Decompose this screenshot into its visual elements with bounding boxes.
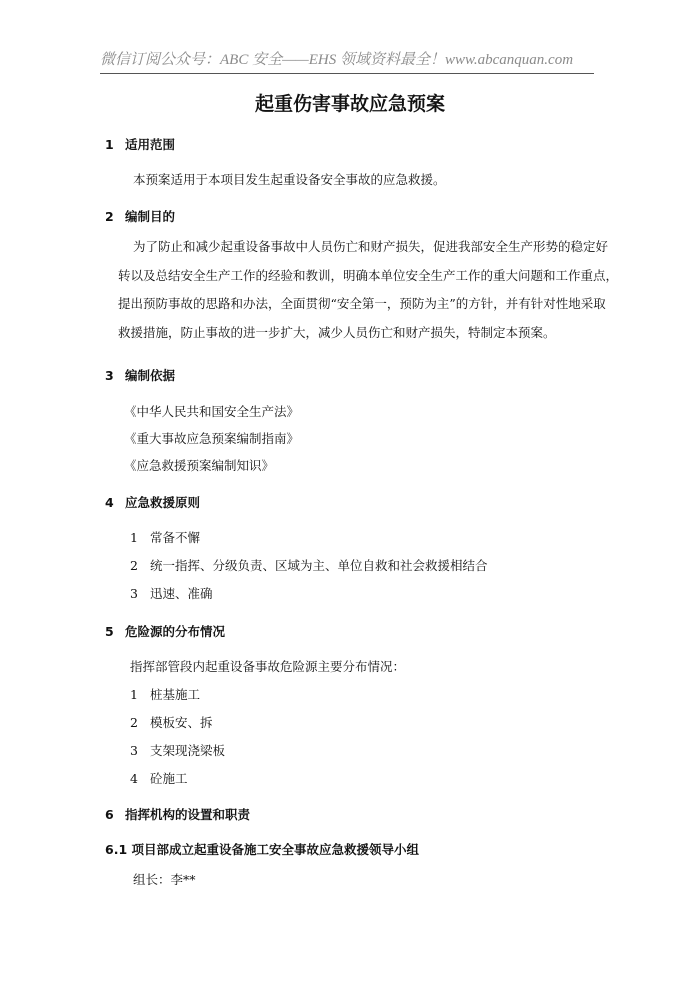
section-title: 编制依据 bbox=[125, 368, 176, 383]
hazard-item bbox=[130, 714, 213, 732]
item-text: 常备不懈 bbox=[150, 530, 201, 545]
subsection-6-1-heading: 6.1 项目部成立起重设备施工安全事故应急救援领导小组 bbox=[105, 842, 419, 857]
item-number: 1 bbox=[130, 530, 138, 545]
reference-item: 《中华人民共和国安全生产法》 bbox=[124, 404, 300, 419]
item-text: 砼施工 bbox=[150, 771, 188, 786]
section-2-heading bbox=[105, 208, 175, 226]
principle-item bbox=[130, 557, 488, 575]
page-header-banner: 微信订阅公众号：ABC 安全——EHS 领域资料最全！www.abcanquan.com bbox=[100, 50, 594, 74]
section-title: 适用范围 bbox=[125, 137, 176, 152]
section-title: 危险源的分布情况 bbox=[125, 624, 226, 639]
section-3-heading bbox=[105, 367, 175, 385]
hazard-item bbox=[130, 742, 225, 760]
hazard-item bbox=[130, 770, 188, 788]
section-5-heading bbox=[105, 623, 225, 641]
section-title: 应急救援原则 bbox=[125, 495, 201, 510]
section-number: 3 bbox=[105, 368, 114, 383]
section-1-heading bbox=[105, 136, 175, 154]
team-leader-line: 组长：李** bbox=[133, 872, 196, 887]
document-title: 起重伤害事故应急预案 bbox=[254, 93, 445, 115]
reference-item: 《应急救援预案编制知识》 bbox=[124, 458, 275, 473]
hazard-item bbox=[130, 686, 200, 704]
item-text: 迅速、准确 bbox=[150, 586, 213, 601]
item-number: 3 bbox=[130, 743, 138, 758]
section-number: 4 bbox=[105, 495, 114, 510]
section-title: 编制目的 bbox=[125, 209, 176, 224]
section-number: 6 bbox=[105, 807, 114, 822]
paragraph-line: 为了防止和减少起重设备事故中人员伤亡和财产损失，促进我部安全生产形势的稳定好 bbox=[133, 239, 609, 254]
section-number: 5 bbox=[105, 624, 114, 639]
principle-item bbox=[130, 585, 213, 603]
paragraph-line: 转以及总结安全生产工作的经验和教训，明确本单位安全生产工作的重大问题和工作重点， bbox=[118, 267, 619, 283]
section-6-heading bbox=[105, 806, 250, 824]
section-2-paragraph bbox=[118, 238, 619, 352]
section-5-intro: 指挥部管段内起重设备事故危险源主要分布情况： bbox=[130, 659, 406, 674]
paragraph-line: 提出预防事故的思路和办法，全面贯彻“安全第一，预防为主”的方针，并有针对性地采取 bbox=[118, 296, 606, 311]
principle-item bbox=[130, 529, 200, 547]
item-number: 4 bbox=[130, 771, 138, 786]
section-4-heading bbox=[105, 494, 200, 512]
item-text: 模板安、拆 bbox=[150, 715, 213, 730]
paragraph-line: 救援措施，防止事故的进一步扩大，减少人员伤亡和财产损失，特制定本预案。 bbox=[118, 324, 556, 340]
section-number: 1 bbox=[105, 137, 114, 152]
item-number: 3 bbox=[130, 586, 138, 601]
item-number: 1 bbox=[130, 687, 138, 702]
reference-item: 《重大事故应急预案编制指南》 bbox=[124, 431, 300, 446]
item-number: 2 bbox=[130, 558, 138, 573]
item-text: 统一指挥、分级负责、区域为主、单位自救和社会救援相结合 bbox=[150, 558, 488, 573]
section-1-text: 本预案适用于本项目发生起重设备安全事故的应急救援。 bbox=[133, 172, 446, 187]
section-title: 指挥机构的设置和职责 bbox=[125, 807, 251, 822]
item-text: 支架现浇梁板 bbox=[150, 743, 226, 758]
item-text: 桩基施工 bbox=[150, 687, 201, 702]
section-number: 2 bbox=[105, 209, 114, 224]
item-number: 2 bbox=[130, 715, 138, 730]
